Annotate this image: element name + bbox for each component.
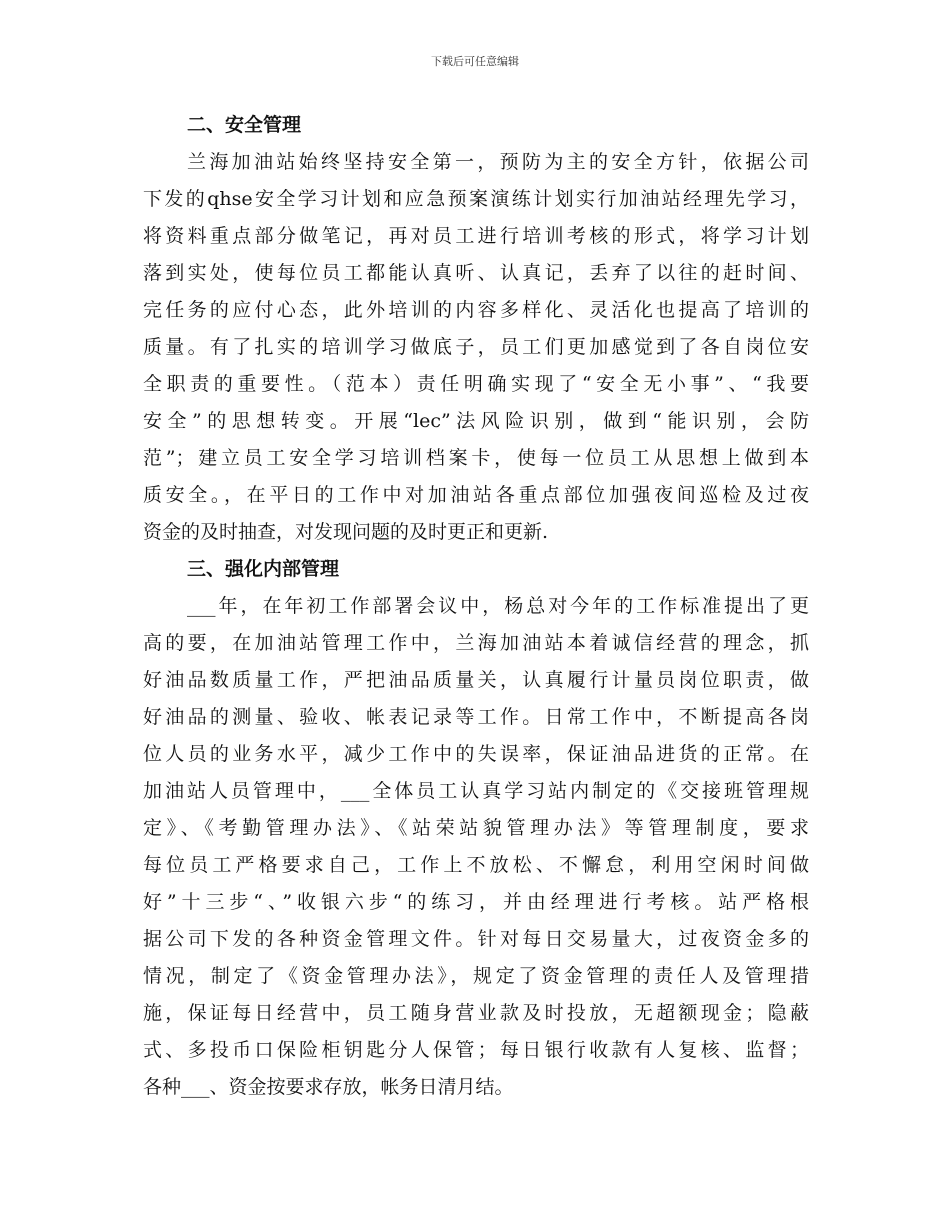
text-line: 全职责的重要性。（范本）责任明确实现了“安全无小事”、“我要 [143, 373, 809, 395]
text-line: 好”十三步“、”收银六步“的练习，并由经理进行考核。站严格根 [143, 891, 809, 913]
text-line: 资金的及时抽查，对发现问题的及时更正和更新. [143, 521, 549, 543]
text-line: 各种___、资金按要求存放，帐务日清月结。 [143, 1076, 514, 1098]
text-line: 范”；建立员工安全学习培训档案卡，使每一位员工从思想上做到本 [143, 447, 809, 469]
text-line: 加油站人员管理中，___全体员工认真学习站内制定的《交接班管理规 [143, 780, 809, 802]
text-line: 兰海加油站始终坚持安全第一，预防为主的安全方针，依据公司 [187, 151, 809, 173]
text-line: 定》、《考勤管理办法》、《站荣站貌管理办法》等管理制度，要求 [143, 817, 809, 839]
text-line: 情况，制定了《资金管理办法》，规定了资金管理的责任人及管理措 [143, 965, 809, 987]
document-body [143, 107, 809, 1106]
text-line: 落到实处，使每位员工都能认真听、认真记，丢弃了以往的赶时间、 [143, 262, 809, 284]
text-line: 位人员的业务水平，减少工作中的失误率，保证油品进货的正常。在 [143, 743, 809, 765]
section-heading-internal-management: 三、强化内部管理 [187, 558, 340, 580]
page-header-note: 下载后可任意编辑 [431, 55, 519, 68]
text-line: ___年，在年初工作部署会议中，杨总对今年的工作标准提出了更 [187, 595, 809, 617]
paragraph-internal-management [143, 588, 809, 1106]
text-line: 式、多投币口保险柜钥匙分人保管；每日银行收款有人复核、监督； [143, 1039, 809, 1061]
text-line: 好油品数质量工作，严把油品质量关，认真履行计量员岗位职责，做 [143, 669, 809, 691]
text-line: 每位员工严格要求自己，工作上不放松、不懈怠，利用空闲时间做 [143, 854, 809, 876]
text-line: 质量。有了扎实的培训学习做底子，员工们更加感觉到了各自岗位安 [143, 336, 809, 358]
text-line: 完任务的应付心态，此外培训的内容多样化、灵活化也提高了培训的 [143, 299, 809, 321]
section-heading-safety: 二、安全管理 [187, 114, 302, 136]
text-line: 施，保证每日经营中，员工随身营业款及时投放，无超额现金；隐蔽 [143, 1002, 809, 1024]
text-line: 安全”的思想转变。开展“lec”法风险识别，做到“能识别，会防 [143, 410, 809, 432]
paragraph-safety [143, 144, 809, 551]
text-line: 据公司下发的各种资金管理文件。针对每日交易量大，过夜资金多的 [143, 928, 809, 950]
text-line: 高的要，在加油站管理工作中，兰海加油站本着诚信经营的理念，抓 [143, 632, 809, 654]
text-line: 下发的qhse安全学习计划和应急预案演练计划实行加油站经理先学习， [143, 188, 809, 210]
text-line: 质安全。，在平日的工作中对加油站各重点部位加强夜间巡检及过夜 [143, 484, 809, 506]
text-line: 将资料重点部分做笔记，再对员工进行培训考核的形式，将学习计划 [143, 225, 809, 247]
text-line: 好油品的测量、验收、帐表记录等工作。日常工作中，不断提高各岗 [143, 706, 809, 728]
